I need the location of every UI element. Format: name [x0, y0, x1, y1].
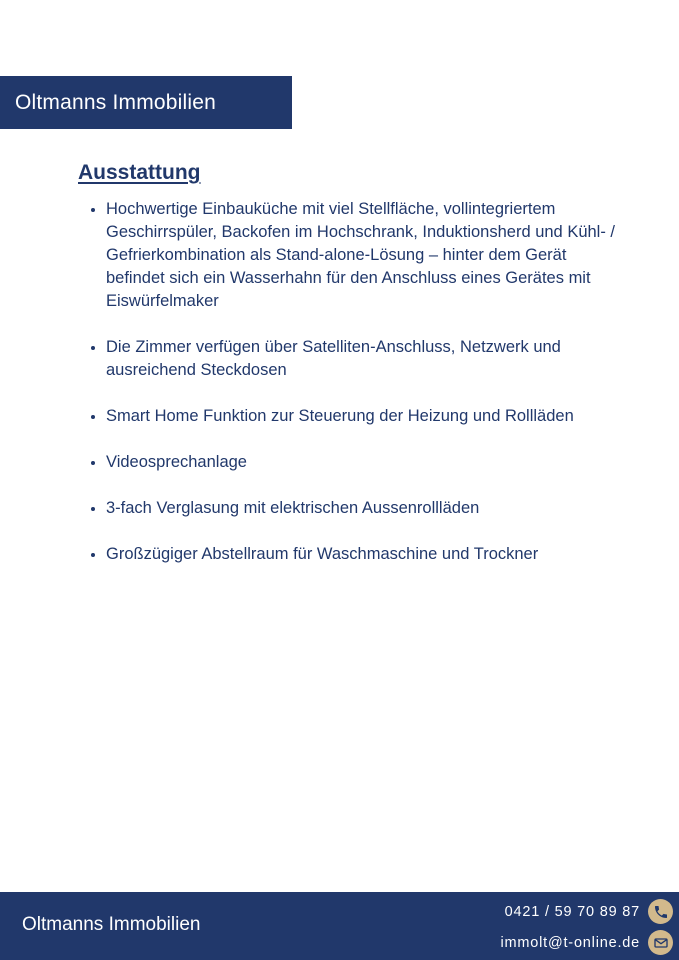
- footer-brand: Oltmanns Immobilien: [22, 914, 201, 935]
- list-item: • Hochwertige Einbauküche mit viel Stellfläche, vollintegriertem Geschirrspüler, Backofen im Hochschrank, Induktionsherd und Kühl- / Gefrierkombination als Stand-alone-Lösung – hinter dem Gerät befindet sich ein Wasserhahn für den Anschluss eines Gerätes mit Eiswürfelmaker: [106, 198, 626, 313]
- phone-icon: [648, 899, 673, 924]
- email-address[interactable]: immolt@t-online.de: [500, 934, 640, 951]
- list-item: • 3-fach Verglasung mit elektrischen Aussenrollläden: [106, 497, 626, 520]
- mail-icon: [648, 930, 673, 955]
- feature-list: [86, 198, 626, 589]
- list-item: • Die Zimmer verfügen über Satelliten-Anschluss, Netzwerk und ausreichend Steckdosen: [106, 336, 626, 382]
- header-banner: [0, 76, 292, 129]
- header-brand: Oltmanns Immobilien: [15, 90, 217, 114]
- phone-number[interactable]: 0421 / 59 70 89 87: [504, 903, 640, 920]
- footer: [0, 892, 679, 960]
- contact-email: [500, 930, 673, 955]
- list-item: • Videosprechanlage: [106, 451, 626, 474]
- contact-phone: [505, 899, 673, 924]
- list-item: • Smart Home Funktion zur Steuerung der Heizung und Rollläden: [106, 405, 626, 428]
- section-title: Ausstattung: [78, 161, 201, 184]
- list-item: • Großzügiger Abstellraum für Waschmaschine und Trockner: [106, 543, 626, 566]
